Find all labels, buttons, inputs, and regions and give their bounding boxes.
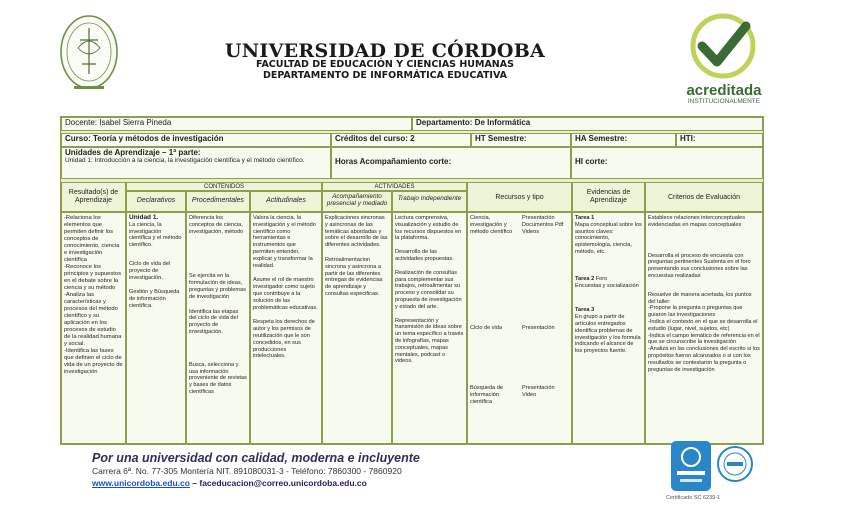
department-name: DEPARTAMENTO DE INFORMÁTICA EDUCATIVA — [262, 70, 508, 81]
iqnet-certification-logo — [716, 445, 754, 483]
unidades-cell: Unidades de Aprendizaje – 1ª parte: Unidad 1: Introducción a la ciencia, la investigación científica y el método científico. — [61, 147, 331, 179]
curso-cell: Curso: Teoría y métodos de investigación — [61, 133, 331, 147]
hi-cell: HI corte: — [571, 147, 763, 179]
header-criterios: Criterios de Evaluación — [645, 182, 763, 212]
header-recursos: Recursos y tipo — [467, 182, 572, 212]
creditos-cell: Créditos del curso: 2 — [331, 133, 471, 147]
departamento-cell: Departamento: De Informática — [412, 117, 763, 131]
footer-slogan: Por una universidad con calidad, moderna e incluyente — [92, 451, 420, 465]
actitudinales-cell: Valora la ciencia, la investigación y el método científico como herramientas e instrumentos que permiten entender, explicar y transformar la realidad. Asume el rol de maestro investigador como sujeto que contribuye a la solución de las problemáticas educativas. Respeta los derechos de autor y los permisos de reutilización que le son concedidos, en sus producciones intelectuales. — [250, 212, 322, 444]
header-resultados: Resultado(s) de Aprendizaje — [61, 182, 126, 212]
university-crest-logo — [58, 14, 120, 96]
hti-cell: HTI: — [676, 133, 763, 147]
acompanamiento-cell: Explicaciones sincronas y asincronas de las temáticas abordadas y sobre el desarrollo de las diferentes actividades. Retroalimentacion sincrona y asincrona a partir de las diferentes entregas de evidencias de aprendizaje y consultas especificas. — [322, 212, 392, 444]
header-acompanamiento: Acompañamiento presencial y mediado — [322, 191, 392, 212]
website-link[interactable]: www.unicordoba.edu.co — [92, 478, 190, 488]
declarativos-cell: Unidad 1. La ciencia, la investigación científica y el método científico. Ciclo de vida del proyecto de investigación. Gestión y Búsqueda de información científica. — [126, 212, 186, 444]
criterios-cell: Establece relaciones interconceptuales evidenciadas en mapas conceptuales Desarrolla el proceso de encuesta con preguntas pertinentes Sustenta en el foro presentando sus conclusiones sobre las encuestas realizadas Resuelve de manera acertada, los puntos del taller: -Propone la pregunta o preguntas que guiaron las investigaciones -Indica el contexto en el que se desarrolla el estudio (lugar, nivel, sujetos, etc) -Indica el campo temático de referencia en el que se circunscribe la investigación -Analiza en las conclusiones del escrito si los propósitos fueron alcanzados o si con los resultados se contestaron la pregunta o preguntas de investigación — [645, 212, 763, 444]
header-actitudinales: Actitudinales — [250, 191, 322, 212]
header-procedimentales: Procedimentales — [186, 191, 250, 212]
procedimentales-cell: Diferencia los conceptos de ciencia, investigación, método Se ejercita en la formulación de ideas, preguntas y problemas de investigación Identifica las etapas del ciclo de vida del proyecto de investigación. Busca, selecciona y usa información proveniente de revistas y bases de datos científicas — [186, 212, 250, 444]
header-independiente: Trabajo Independiente — [392, 191, 467, 212]
accreditation-title: acreditada — [686, 82, 762, 99]
header-evidencias: Evidencias de Aprendizaje — [572, 182, 645, 212]
recursos-cell: Ciencia, investigación y método científico Presentación Documentos Pdf Videos Ciclo de vida Presentación Búsqueda de información científica Presentación Video — [467, 212, 572, 444]
icontec-certification-logo — [670, 440, 712, 492]
independiente-cell: Lectura comprensiva, visualización y estudio de los recursos dispuestos en la plataforma. Desarrollo de las actividades propuestas. Realización de consultas para complementar sus trabajos, retroalimentar su proceso y consolidar su propuesta de investigación y estado del arte. Representación y transmisión de ideas sobre un tema específico a través de infografías, mapas conceptuales, mapas mentales, podcast o videos. — [392, 212, 467, 444]
accreditation-subtitle: INSTITUCIONALMENTE — [687, 98, 761, 105]
email-text: faceducacion@correo.unicordoba.edu.co — [199, 478, 367, 488]
certificate-number: Certificado SC 6239-1 — [666, 495, 721, 501]
ha-cell: HA Semestre: — [571, 133, 676, 147]
ht-cell: HT Semestre: — [471, 133, 571, 147]
faculty-name: FACULTAD DE EDUCACIÓN Y CIENCIAS HUMANAS — [256, 59, 514, 70]
footer-address: Carrera 6ª. No. 77-305 Montería NIT. 891080031-3 - Teléfono: 7860300 - 7860920 — [92, 466, 402, 476]
group-actividades: ACTIVIDADES — [322, 182, 467, 191]
course-table — [60, 116, 764, 445]
university-name: UNIVERSIDAD DE CÓRDOBA — [224, 40, 546, 62]
group-contenidos: CONTENIDOS — [126, 182, 322, 191]
footer-contact: www.unicordoba.edu.co – faceducacion@correo.unicordoba.edu.co — [92, 478, 367, 488]
docente-cell: Docente: Isabel Sierra Pineda — [61, 117, 412, 131]
header-declarativos: Declarativos — [126, 191, 186, 212]
evidencias-cell: Tarea 1 Mapa conceptual sobre los asuntos claves: conocimiento, epistemología, ciencia, método, etc. Tarea 2 Foro Encuestas y socialización Tarea 3 En grupo a partir de artículos entregados identifica problemas de investigación y los formula indicando el alcance de los proyectos fuente. — [572, 212, 645, 444]
resultados-cell: -Relaciona los elementos que permiten definir los conceptos de conocimiento, ciencia e investigación científica -Reconoce los principios y supuestos en el debate sobre la ciencia y su método -Analiza las características y procesos del método científico y su aplicación en los procesos de estudio de la realidad humana y social. -Identifica las fases que definen el ciclo de vida de un proyecto de investigación — [61, 212, 126, 444]
horas-cell: Horas Acompañamiento corte: — [331, 147, 571, 179]
